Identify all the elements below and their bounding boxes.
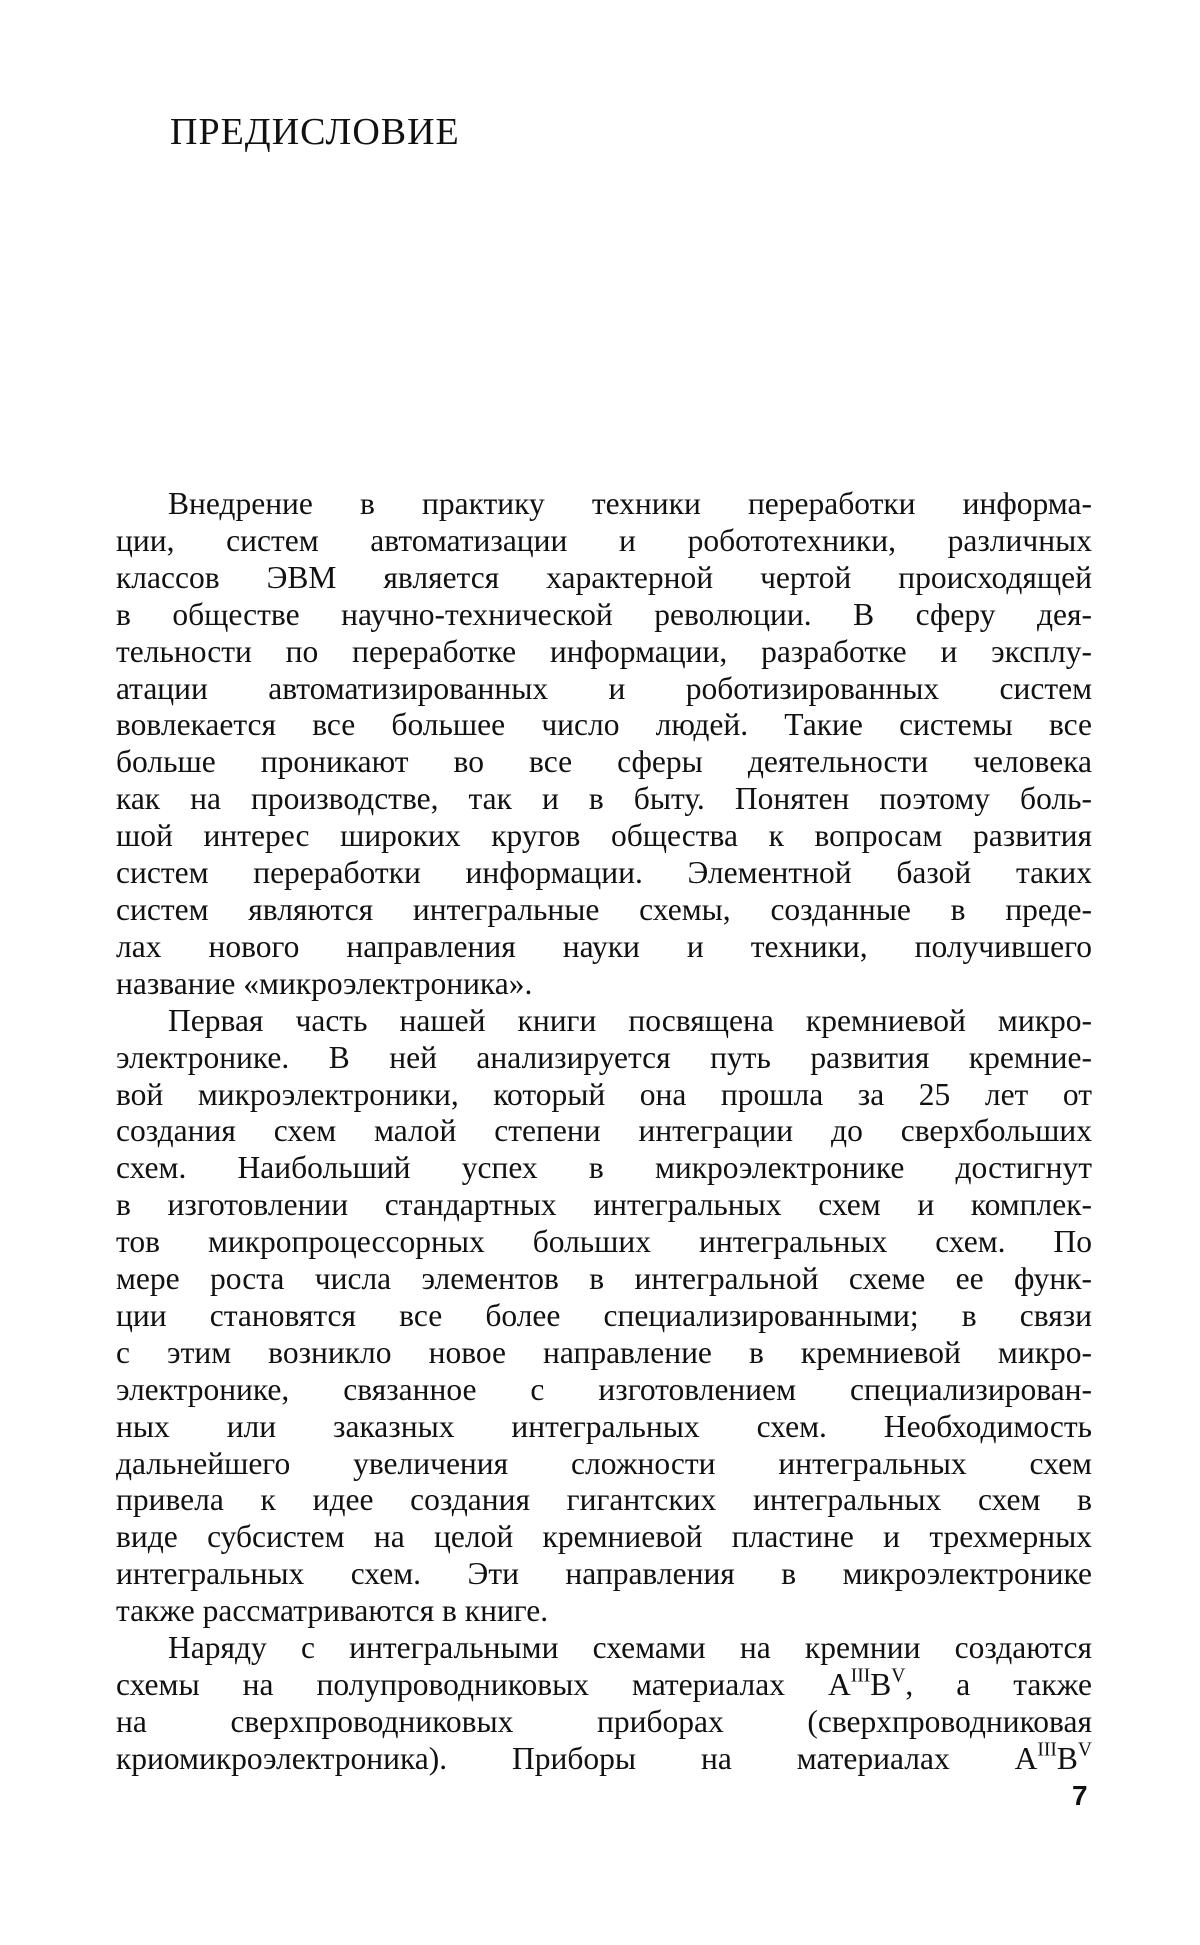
text-line: ции становятся все более специализированными; в связи <box>116 1298 1092 1335</box>
text-line: мере роста числа элементов в интегральной схеме ее функ- <box>116 1261 1092 1298</box>
text-line: вовлекается все большее число людей. Такие системы все <box>116 707 1092 744</box>
text-line: привела к идее создания гигантских интегральных схем в <box>116 1482 1092 1519</box>
text-line: схем. Наибольший успех в микроэлектронике достигнут <box>116 1150 1092 1187</box>
text-line: дальнейшего увеличения сложности интегральных схем <box>116 1446 1092 1483</box>
text-line: ных или заказных интегральных схем. Необходимость <box>116 1409 1092 1446</box>
paragraph-2 <box>116 1003 1092 1630</box>
text-line: вой микроэлектроники, который она прошла за 25 лет от <box>116 1077 1092 1114</box>
text-line: тельности по переработке информации, разработке и эксплу- <box>116 634 1092 671</box>
page-heading: ПРЕДИСЛОВИЕ <box>170 110 460 154</box>
paragraph-3 <box>116 1630 1092 1778</box>
text-line: в изготовлении стандартных интегральных схем и комплек- <box>116 1187 1092 1224</box>
text-line: больше проникают во все сферы деятельности человека <box>116 744 1092 781</box>
text-line: Внедрение в практику техники переработки информа- <box>116 486 1092 523</box>
text-line: в обществе научно-технической революции. В сферу дея- <box>116 597 1092 634</box>
text-line: с этим возникло новое направление в кремниевой микро- <box>116 1335 1092 1372</box>
text-line: интегральных схем. Эти направления в микроэлектронике <box>116 1556 1092 1593</box>
text-line: лах нового направления науки и техники, получившего <box>116 929 1092 966</box>
book-page <box>0 0 1200 1945</box>
text-line: классов ЭВМ является характерной чертой происходящей <box>116 560 1092 597</box>
text-line: шой интерес широких кругов общества к вопросам развития <box>116 818 1092 855</box>
text-line: тов микропроцессорных больших интегральных схем. По <box>116 1224 1092 1261</box>
text-line: на сверхпроводниковых приборах (сверхпроводниковая <box>116 1704 1092 1741</box>
text-line: электронике, связанное с изготовлением специализирован- <box>116 1372 1092 1409</box>
text-line: Первая часть нашей книги посвящена кремниевой микро- <box>116 1003 1092 1040</box>
text-line: систем переработки информации. Элементной базой таких <box>116 855 1092 892</box>
text-line: ции, систем автоматизации и робототехники, различных <box>116 523 1092 560</box>
paragraph-1 <box>116 486 1092 1003</box>
text-line: создания схем малой степени интеграции до сверхбольших <box>116 1113 1092 1150</box>
text-line: схемы на полупроводниковых материалах AIIIBV, а также <box>116 1667 1092 1704</box>
page-number: 7 <box>1072 1780 1088 1812</box>
text-line: также рассматриваются в книге. <box>116 1593 1092 1630</box>
text-line: систем являются интегральные схемы, созданные в преде- <box>116 892 1092 929</box>
text-line: Наряду с интегральными схемами на кремнии создаются <box>116 1630 1092 1667</box>
text-line: виде субсистем на целой кремниевой пластине и трехмерных <box>116 1519 1092 1556</box>
text-line: как на производстве, так и в быту. Понятен поэтому боль- <box>116 781 1092 818</box>
superscript-v: V <box>891 1665 905 1686</box>
text-line: атации автоматизированных и роботизированных систем <box>116 671 1092 708</box>
body-text <box>116 486 1092 1778</box>
superscript-iii: III <box>851 1665 871 1686</box>
text-line: криомикроэлектроника). Приборы на материалах AIIIBV <box>116 1741 1092 1778</box>
text-line: название «микроэлектроника». <box>116 966 1092 1003</box>
text-line: электронике. В ней анализируется путь развития кремние- <box>116 1040 1092 1077</box>
